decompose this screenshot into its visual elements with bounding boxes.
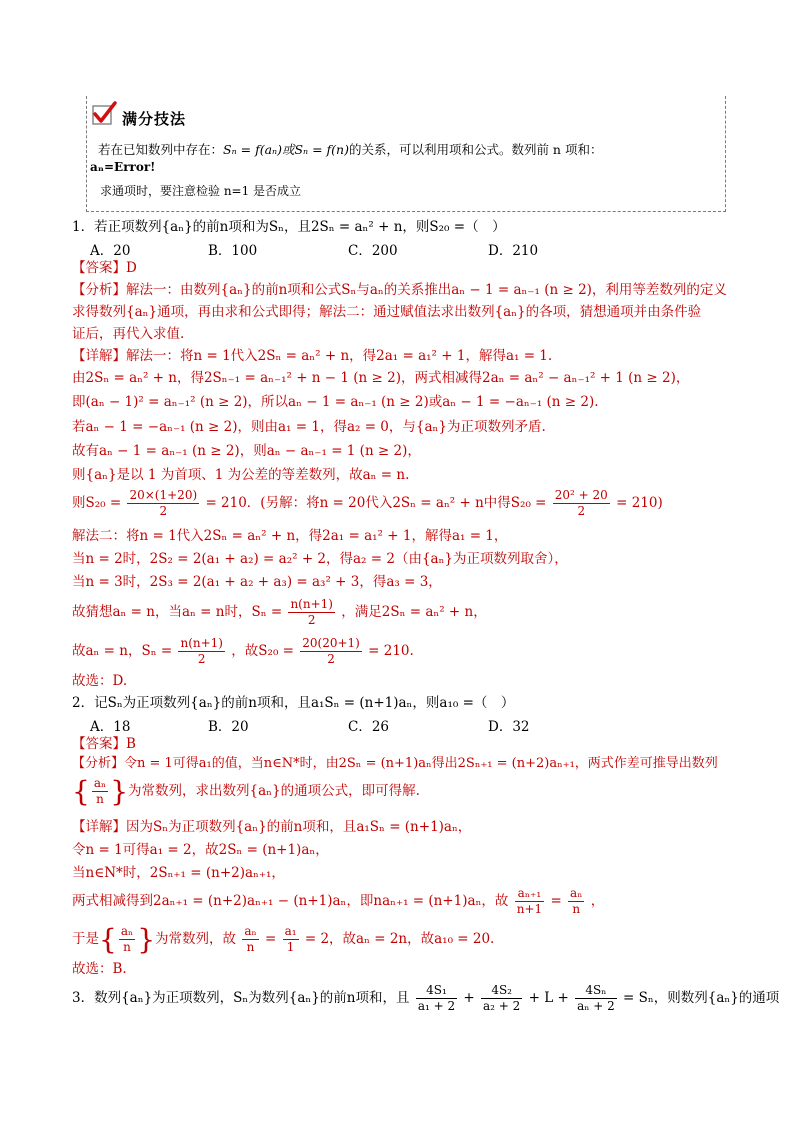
q1-detail-line-2: 由2Sₙ = aₙ² + n，得2Sₙ₋₁ = aₙ₋₁² + n − 1 (n ≥ 2)，两式相减得2aₙ = aₙ² − aₙ₋₁² + 1 (n ≥ 2)， (72, 370, 690, 386)
fraction: $\frac{\text{aₙ}}{n}$ (93, 776, 107, 806)
q1-option-d: D．210 (488, 243, 539, 259)
q2-analysis-line-1: 【分析】令n = 1可得a₁的值，当n∈N*时，由2Sₙ = (n+1)aₙ得出2Sₙ₊₁ = (n+2)aₙ₊₁，两式作差可推导出数列 (72, 756, 718, 771)
q1-option-a: A．20 (90, 243, 131, 259)
tips-line-2: aₙ=Error! (90, 160, 156, 174)
q1-answer: 【答案】D (72, 260, 137, 276)
fraction: $\frac{n(n+1)}{2}$ (290, 597, 333, 627)
q1-analysis-line-3: 证后，再代入求值. (72, 326, 185, 342)
q2-detail-line-1: 【详解】因为Sₙ为正项数列{aₙ}的前n项和，且a₁Sₙ = (n+1)aₙ， (72, 819, 472, 835)
q1-detail-line-10: 当n = 3时，2S₃ = 2(a₁ + a₂ + a₃) = a₃² + 3，得a₃ = 3， (72, 574, 442, 590)
q2-option-c: C．26 (348, 719, 390, 735)
q1-detail-line-12: 故aₙ = n，Sₙ = $\frac{n(n+1)}{2}$ ，故S₂₀ = $\frac{20(20+1)}{2}$ = 210. (72, 636, 414, 666)
q2-choose: 故选：B. (72, 961, 127, 977)
question-2-stem: 2．记Sₙ为正项数列{aₙ}的前n项和，且a₁Sₙ = (n+1)aₙ，则a₁₀ =（ ） (72, 695, 515, 711)
fraction: $\frac{\text{4Sₙ}}{\text{aₙ + 2}}$ (577, 983, 615, 1013)
checkmark-icon (90, 100, 118, 128)
q1-detail-line-3: 即(aₙ − 1)² = aₙ₋₁² (n ≥ 2)，所以aₙ − 1 = aₙ₋₁ (n ≥ 2)或aₙ − 1 = −aₙ₋₁ (n ≥ 2). (72, 394, 599, 410)
fraction: $\frac{20(20+1)}{2}$ (302, 636, 360, 666)
fraction: $\frac{\text{aₙ}}{n}$ (570, 886, 583, 916)
q2-detail-line-3: 当n∈N*时，2Sₙ₊₁ = (n+2)aₙ₊₁， (72, 865, 285, 881)
q1-detail-line-1: 【详解】解法一：将n = 1代入2Sₙ = aₙ² + n，得2a₁ = a₁² + 1，解得a₁ = 1. (72, 348, 553, 364)
q2-detail-line-2: 令n = 1可得a₁ = 2，故2Sₙ = (n+1)aₙ， (72, 842, 329, 858)
fraction: $\frac{\text{aₙ₊₁}}{n+1}$ (516, 886, 543, 916)
tips-line-3: 求通项时，要注意检验 n=1 是否成立 (100, 184, 302, 198)
q1-detail-line-9: 当n = 2时，2S₂ = 2(a₁ + a₂) = a₂² + 2，得a₂ = 2（由{aₙ}为正项数列取舍）， (72, 551, 568, 567)
q1-detail-line-6: 则{aₙ}是以 1 为首项、1 为公差的等差数列，故aₙ = n. (72, 467, 410, 483)
fraction: $\frac{\text{4S₂}}{\text{a₂ + 2}}$ (483, 983, 521, 1013)
q2-analysis-line-2: { $\frac{\text{aₙ}}{n}$ }为常数列，求出数列{aₙ}的通项公式，即可得解. (72, 774, 420, 808)
q1-option-b: B．100 (208, 243, 258, 259)
q1-option-c: C．200 (348, 243, 398, 259)
fraction: $\frac{n(n+1)}{2}$ (180, 636, 223, 666)
fraction: $\frac{\text{aₙ}}{n}$ (244, 924, 257, 954)
q1-detail-line-8: 解法二：将n = 1代入2Sₙ = aₙ² + n，得2a₁ = a₁² + 1，解得a₁ = 1， (72, 528, 508, 544)
q2-option-d: D．32 (488, 719, 530, 735)
fraction: $\frac{\text{aₙ}}{n}$ (120, 924, 134, 954)
q1-detail-line-5: 故有aₙ − 1 = aₙ₋₁ (n ≥ 2)，则aₙ − aₙ₋₁ = 1 (n ≥ 2)， (72, 443, 421, 459)
fraction: $\frac{20\times(1+20)}{2}$ (129, 488, 198, 518)
q2-option-b: B．20 (208, 719, 249, 735)
tips-title: 满分技法 (122, 110, 187, 128)
q2-detail-line-5: 于是{ $\frac{\text{aₙ}}{n}$ }为常数列，故 $\frac{\text{aₙ}}{n}$ = $\frac{\text{a₁}}{1}$ = 2，故aₙ = 2n，故a₁₀ = 20. (72, 922, 495, 956)
q1-detail-line-11: 故猜想aₙ = n，当aₙ = n时，Sₙ = $\frac{n(n+1)}{2}$ ，满足2Sₙ = aₙ² + n， (72, 597, 487, 627)
q1-detail-line-4: 若aₙ − 1 = −aₙ₋₁ (n ≥ 2)，则由a₁ = 1，得a₂ = 0，与{aₙ}为正项数列矛盾. (72, 419, 546, 435)
fraction: $\frac{\text{a₁}}{1}$ (284, 924, 297, 954)
q1-choose: 故选：D. (72, 673, 128, 689)
q2-option-a: A．18 (90, 719, 131, 735)
question-1-stem: 1．若正项数列{aₙ}的前n项和为Sₙ，且2Sₙ = aₙ² + n，则S₂₀ =（ ） (72, 219, 506, 235)
tips-line-1: 若在已知数列中存在：Sₙ = f(aₙ)或Sₙ = f(n)的关系，可以利用项和公式。数列前 n 项和： (98, 142, 603, 157)
q2-detail-line-4: 两式相减得到2aₙ₊₁ = (n+2)aₙ₊₁ − (n+1)aₙ，即naₙ₊₁ = (n+1)aₙ，故 $\frac{\text{aₙ₊₁}}{n+1}$ = $\frac{\text{aₙ}}{n}$ ， (72, 886, 605, 916)
q2-answer: 【答案】B (72, 736, 136, 752)
q1-analysis-line-2: 求得数列{aₙ}通项，再由求和公式即得；解法二：通过赋值法求出数列{aₙ}的各项，猜想通项并由条件验 (72, 304, 702, 320)
fraction: $\frac{\text{20² + 20}}{2}$ (554, 488, 608, 518)
q1-detail-line-7: 则S₂₀ = $\frac{20\times(1+20)}{2}$ = 210．(另解：将n = 20代入2Sₙ = aₙ² + n中得S₂₀ = $\frac{\text{20² + 20}}{2}$ = 210) (72, 488, 663, 518)
question-3-stem: 3．数列{aₙ}为正项数列，Sₙ为数列{aₙ}的前n项和，且 $\frac{\text{4S₁}}{\text{a₁ + 2}}$ + $\frac{\text{4S₂}}{\text{a₂ + 2}}$ + L + $\frac{\text{4Sₙ}}{\text{aₙ + 2}}$ = Sₙ，则数列{aₙ}的通项 (72, 983, 780, 1013)
fraction: $\frac{\text{4S₁}}{\text{a₁ + 2}}$ (417, 983, 456, 1013)
q1-analysis-line-1: 【分析】解法一：由数列{aₙ}的前n项和公式Sₙ与aₙ的关系推出aₙ − 1 = aₙ₋₁ (n ≥ 2)，利用等差数列的定义 (72, 282, 727, 298)
